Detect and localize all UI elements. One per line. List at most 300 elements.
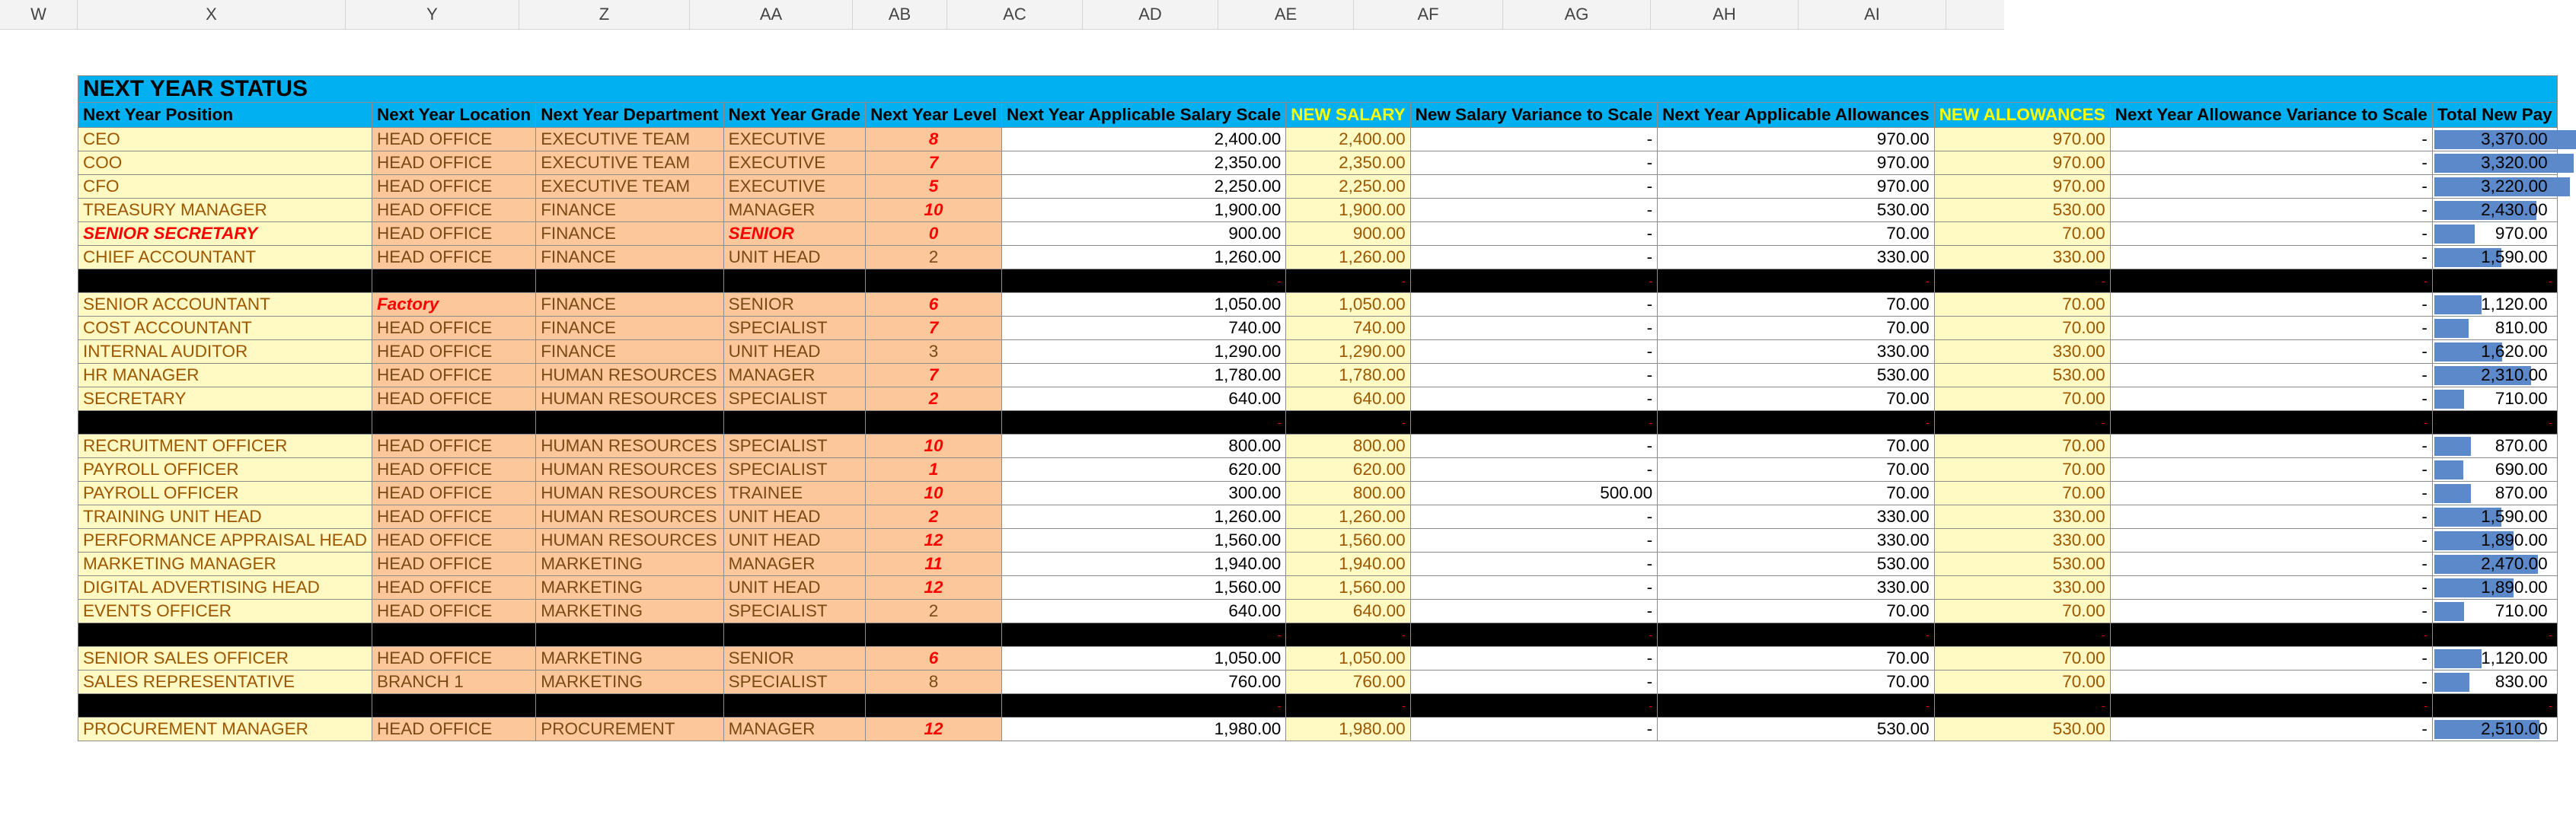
cell-total-pay[interactable]: [2432, 222, 2557, 246]
cell-department[interactable]: FINANCE: [536, 199, 723, 222]
cell-location[interactable]: HEAD OFFICE: [372, 576, 536, 600]
separator-cell[interactable]: [78, 269, 372, 293]
cell-total-pay[interactable]: [2432, 505, 2557, 529]
cell-new-allowances[interactable]: 330.00: [1934, 576, 2110, 600]
column-header-ah[interactable]: AH: [1651, 0, 1799, 29]
cell-position[interactable]: SALES REPRESENTATIVE: [78, 671, 372, 694]
cell-department[interactable]: EXECUTIVE TEAM: [536, 128, 723, 151]
cell-grade[interactable]: SENIOR: [723, 222, 865, 246]
cell-level[interactable]: 7: [866, 151, 1002, 175]
cell-new-allowances[interactable]: 70.00: [1934, 293, 2110, 317]
separator-cell[interactable]: [866, 411, 1002, 435]
cell-grade[interactable]: TRAINEE: [723, 482, 865, 505]
cell-grade[interactable]: UNIT HEAD: [723, 340, 865, 364]
separator-cell[interactable]: [536, 694, 723, 718]
cell-salary-variance[interactable]: -: [1410, 340, 1657, 364]
cell-position[interactable]: TREASURY MANAGER: [78, 199, 372, 222]
header-position[interactable]: Next Year Position: [78, 103, 372, 128]
column-header-x[interactable]: X: [78, 0, 346, 29]
cell-new-allowances[interactable]: 70.00: [1934, 222, 2110, 246]
separator-cell[interactable]: -: [1410, 411, 1657, 435]
cell-new-allowances[interactable]: 970.00: [1934, 151, 2110, 175]
cell-allowances[interactable]: 70.00: [1658, 482, 1935, 505]
cell-position[interactable]: SENIOR SALES OFFICER: [78, 647, 372, 671]
cell-new-salary[interactable]: 1,050.00: [1286, 647, 1410, 671]
cell-position[interactable]: CFO: [78, 175, 372, 199]
cell-new-salary[interactable]: 800.00: [1286, 482, 1410, 505]
cell-new-allowances[interactable]: 70.00: [1934, 458, 2110, 482]
cell-department[interactable]: FINANCE: [536, 222, 723, 246]
separator-cell[interactable]: -: [1658, 269, 1935, 293]
separator-cell[interactable]: -: [1286, 623, 1410, 647]
cell-level[interactable]: 10: [866, 482, 1002, 505]
cell-total-pay[interactable]: [2432, 458, 2557, 482]
cell-allowances[interactable]: 330.00: [1658, 505, 1935, 529]
cell-allowance-variance[interactable]: -: [2110, 529, 2432, 553]
cell-salary-variance[interactable]: -: [1410, 246, 1657, 269]
cell-allowance-variance[interactable]: -: [2110, 151, 2432, 175]
cell-allowance-variance[interactable]: -: [2110, 246, 2432, 269]
cell-grade[interactable]: UNIT HEAD: [723, 576, 865, 600]
cell-position[interactable]: COO: [78, 151, 372, 175]
cell-location[interactable]: HEAD OFFICE: [372, 387, 536, 411]
separator-cell[interactable]: -: [2432, 694, 2557, 718]
cell-level[interactable]: 12: [866, 576, 1002, 600]
cell-new-allowances[interactable]: 70.00: [1934, 482, 2110, 505]
cell-new-allowances[interactable]: 70.00: [1934, 671, 2110, 694]
cell-level[interactable]: 6: [866, 647, 1002, 671]
cell-position[interactable]: COST ACCOUNTANT: [78, 317, 372, 340]
cell-salary-scale[interactable]: 1,780.00: [1002, 364, 1286, 387]
cell-total-pay[interactable]: [2432, 647, 2557, 671]
cell-level[interactable]: 12: [866, 529, 1002, 553]
cell-salary-scale[interactable]: 1,560.00: [1002, 529, 1286, 553]
cell-location[interactable]: HEAD OFFICE: [372, 364, 536, 387]
column-header-ac[interactable]: AC: [947, 0, 1083, 29]
separator-cell[interactable]: [866, 623, 1002, 647]
cell-total-pay[interactable]: [2432, 553, 2557, 576]
cell-grade[interactable]: EXECUTIVE: [723, 128, 865, 151]
cell-total-pay[interactable]: [2432, 151, 2557, 175]
header-level[interactable]: Next Year Level: [866, 103, 1002, 128]
cell-position[interactable]: HR MANAGER: [78, 364, 372, 387]
cell-allowance-variance[interactable]: -: [2110, 199, 2432, 222]
cell-grade[interactable]: MANAGER: [723, 553, 865, 576]
cell-total-pay[interactable]: [2432, 199, 2557, 222]
cell-allowance-variance[interactable]: -: [2110, 435, 2432, 458]
cell-grade[interactable]: SPECIALIST: [723, 600, 865, 623]
cell-location[interactable]: HEAD OFFICE: [372, 128, 536, 151]
column-header-ab[interactable]: AB: [853, 0, 947, 29]
cell-level[interactable]: 2: [866, 246, 1002, 269]
cell-new-salary[interactable]: 1,780.00: [1286, 364, 1410, 387]
cell-salary-scale[interactable]: 1,260.00: [1002, 246, 1286, 269]
cell-new-allowances[interactable]: 970.00: [1934, 128, 2110, 151]
cell-position[interactable]: RECRUITMENT OFFICER: [78, 435, 372, 458]
cell-allowances[interactable]: 70.00: [1658, 317, 1935, 340]
cell-salary-variance[interactable]: -: [1410, 222, 1657, 246]
separator-cell[interactable]: [372, 411, 536, 435]
cell-salary-scale[interactable]: 1,050.00: [1002, 293, 1286, 317]
cell-new-allowances[interactable]: 70.00: [1934, 647, 2110, 671]
cell-location[interactable]: HEAD OFFICE: [372, 175, 536, 199]
separator-cell[interactable]: -: [1410, 623, 1657, 647]
cell-salary-variance[interactable]: -: [1410, 317, 1657, 340]
cell-salary-scale[interactable]: 2,350.00: [1002, 151, 1286, 175]
separator-cell[interactable]: -: [2110, 269, 2432, 293]
cell-allowance-variance[interactable]: -: [2110, 175, 2432, 199]
cell-new-salary[interactable]: 1,260.00: [1286, 505, 1410, 529]
header-salary-scale[interactable]: Next Year Applicable Salary Scale: [1002, 103, 1286, 128]
cell-salary-variance[interactable]: -: [1410, 458, 1657, 482]
separator-cell[interactable]: -: [2432, 623, 2557, 647]
cell-new-salary[interactable]: 1,980.00: [1286, 718, 1410, 741]
cell-location[interactable]: HEAD OFFICE: [372, 435, 536, 458]
cell-salary-scale[interactable]: 740.00: [1002, 317, 1286, 340]
header-grade[interactable]: Next Year Grade: [723, 103, 865, 128]
separator-cell[interactable]: -: [1286, 269, 1410, 293]
column-header-ae[interactable]: AE: [1218, 0, 1354, 29]
cell-allowances[interactable]: 530.00: [1658, 718, 1935, 741]
cell-total-pay[interactable]: [2432, 293, 2557, 317]
cell-new-allowances[interactable]: 530.00: [1934, 199, 2110, 222]
cell-new-allowances[interactable]: 70.00: [1934, 600, 2110, 623]
cell-allowance-variance[interactable]: -: [2110, 128, 2432, 151]
cell-salary-variance[interactable]: -: [1410, 128, 1657, 151]
cell-grade[interactable]: SPECIALIST: [723, 458, 865, 482]
cell-department[interactable]: FINANCE: [536, 317, 723, 340]
cell-new-salary[interactable]: 640.00: [1286, 387, 1410, 411]
header-new-allowances[interactable]: NEW ALLOWANCES: [1934, 103, 2110, 128]
cell-allowances[interactable]: 330.00: [1658, 529, 1935, 553]
cell-location[interactable]: HEAD OFFICE: [372, 553, 536, 576]
cell-new-salary[interactable]: 1,560.00: [1286, 576, 1410, 600]
cell-salary-variance[interactable]: -: [1410, 293, 1657, 317]
cell-total-pay[interactable]: [2432, 529, 2557, 553]
cell-new-salary[interactable]: 800.00: [1286, 435, 1410, 458]
separator-cell[interactable]: -: [1934, 694, 2110, 718]
cell-position[interactable]: INTERNAL AUDITOR: [78, 340, 372, 364]
cell-total-pay[interactable]: [2432, 128, 2557, 151]
separator-cell[interactable]: -: [1934, 623, 2110, 647]
header-salary-variance[interactable]: New Salary Variance to Scale: [1410, 103, 1657, 128]
cell-salary-scale[interactable]: 760.00: [1002, 671, 1286, 694]
cell-grade[interactable]: EXECUTIVE: [723, 151, 865, 175]
cell-salary-scale[interactable]: 2,250.00: [1002, 175, 1286, 199]
cell-new-salary[interactable]: 760.00: [1286, 671, 1410, 694]
cell-level[interactable]: 2: [866, 600, 1002, 623]
cell-salary-scale[interactable]: 1,900.00: [1002, 199, 1286, 222]
cell-allowances[interactable]: 70.00: [1658, 647, 1935, 671]
cell-level[interactable]: 8: [866, 128, 1002, 151]
separator-cell[interactable]: [372, 694, 536, 718]
cell-new-salary[interactable]: 1,260.00: [1286, 246, 1410, 269]
cell-position[interactable]: PAYROLL OFFICER: [78, 458, 372, 482]
cell-location[interactable]: HEAD OFFICE: [372, 317, 536, 340]
separator-cell[interactable]: -: [1410, 694, 1657, 718]
cell-total-pay[interactable]: [2432, 671, 2557, 694]
column-header-ag[interactable]: AG: [1503, 0, 1651, 29]
cell-new-salary[interactable]: 620.00: [1286, 458, 1410, 482]
cell-level[interactable]: 8: [866, 671, 1002, 694]
separator-cell[interactable]: [536, 411, 723, 435]
cell-salary-variance[interactable]: -: [1410, 553, 1657, 576]
cell-new-allowances[interactable]: 530.00: [1934, 364, 2110, 387]
cell-department[interactable]: HUMAN RESOURCES: [536, 364, 723, 387]
cell-allowances[interactable]: 970.00: [1658, 128, 1935, 151]
cell-grade[interactable]: SPECIALIST: [723, 317, 865, 340]
cell-allowances[interactable]: 70.00: [1658, 600, 1935, 623]
cell-new-salary[interactable]: 640.00: [1286, 600, 1410, 623]
cell-salary-scale[interactable]: 640.00: [1002, 387, 1286, 411]
cell-location[interactable]: HEAD OFFICE: [372, 340, 536, 364]
spreadsheet-grid[interactable]: [0, 30, 2552, 825]
cell-position[interactable]: PROCUREMENT MANAGER: [78, 718, 372, 741]
cell-salary-scale[interactable]: 640.00: [1002, 600, 1286, 623]
cell-total-pay[interactable]: [2432, 317, 2557, 340]
cell-total-pay[interactable]: [2432, 600, 2557, 623]
cell-total-pay[interactable]: [2432, 364, 2557, 387]
cell-location[interactable]: HEAD OFFICE: [372, 458, 536, 482]
cell-total-pay[interactable]: [2432, 718, 2557, 741]
cell-total-pay[interactable]: [2432, 387, 2557, 411]
cell-salary-variance[interactable]: -: [1410, 576, 1657, 600]
cell-department[interactable]: FINANCE: [536, 293, 723, 317]
separator-cell[interactable]: -: [1658, 411, 1935, 435]
cell-grade[interactable]: SENIOR: [723, 293, 865, 317]
separator-cell[interactable]: -: [1658, 623, 1935, 647]
cell-level[interactable]: 7: [866, 317, 1002, 340]
cell-grade[interactable]: MANAGER: [723, 364, 865, 387]
cell-allowance-variance[interactable]: -: [2110, 293, 2432, 317]
cell-location[interactable]: HEAD OFFICE: [372, 529, 536, 553]
cell-salary-variance[interactable]: -: [1410, 175, 1657, 199]
cell-level[interactable]: 2: [866, 387, 1002, 411]
cell-new-allowances[interactable]: 530.00: [1934, 718, 2110, 741]
cell-salary-variance[interactable]: -: [1410, 199, 1657, 222]
cell-level[interactable]: 10: [866, 199, 1002, 222]
separator-cell[interactable]: -: [2432, 269, 2557, 293]
cell-new-salary[interactable]: 740.00: [1286, 317, 1410, 340]
cell-salary-variance[interactable]: -: [1410, 435, 1657, 458]
cell-salary-variance[interactable]: -: [1410, 505, 1657, 529]
cell-allowances[interactable]: 530.00: [1658, 199, 1935, 222]
cell-new-salary[interactable]: 1,940.00: [1286, 553, 1410, 576]
cell-new-salary[interactable]: 2,250.00: [1286, 175, 1410, 199]
cell-allowances[interactable]: 530.00: [1658, 364, 1935, 387]
cell-new-allowances[interactable]: 530.00: [1934, 553, 2110, 576]
cell-salary-scale[interactable]: 1,290.00: [1002, 340, 1286, 364]
separator-cell[interactable]: [866, 269, 1002, 293]
cell-level[interactable]: 7: [866, 364, 1002, 387]
cell-level[interactable]: 5: [866, 175, 1002, 199]
cell-location[interactable]: HEAD OFFICE: [372, 718, 536, 741]
cell-department[interactable]: EXECUTIVE TEAM: [536, 151, 723, 175]
cell-salary-variance[interactable]: -: [1410, 529, 1657, 553]
header-location[interactable]: Next Year Location: [372, 103, 536, 128]
separator-cell[interactable]: -: [1934, 411, 2110, 435]
cell-new-salary[interactable]: 1,560.00: [1286, 529, 1410, 553]
cell-allowance-variance[interactable]: -: [2110, 340, 2432, 364]
cell-grade[interactable]: EXECUTIVE: [723, 175, 865, 199]
cell-grade[interactable]: UNIT HEAD: [723, 505, 865, 529]
cell-total-pay[interactable]: [2432, 246, 2557, 269]
cell-department[interactable]: MARKETING: [536, 671, 723, 694]
cell-allowances[interactable]: 970.00: [1658, 151, 1935, 175]
cell-grade[interactable]: SPECIALIST: [723, 435, 865, 458]
column-header-ai[interactable]: AI: [1799, 0, 1946, 29]
column-header-ad[interactable]: AD: [1083, 0, 1218, 29]
cell-total-pay[interactable]: [2432, 435, 2557, 458]
separator-cell[interactable]: -: [1286, 411, 1410, 435]
table-title[interactable]: NEXT YEAR STATUS: [78, 76, 2558, 103]
cell-salary-scale[interactable]: 300.00: [1002, 482, 1286, 505]
cell-total-pay[interactable]: [2432, 482, 2557, 505]
cell-department[interactable]: MARKETING: [536, 600, 723, 623]
cell-department[interactable]: HUMAN RESOURCES: [536, 387, 723, 411]
cell-salary-variance[interactable]: 500.00: [1410, 482, 1657, 505]
separator-cell[interactable]: [78, 411, 372, 435]
cell-allowance-variance[interactable]: -: [2110, 364, 2432, 387]
cell-grade[interactable]: UNIT HEAD: [723, 529, 865, 553]
cell-salary-scale[interactable]: 1,560.00: [1002, 576, 1286, 600]
cell-total-pay[interactable]: [2432, 576, 2557, 600]
cell-salary-variance[interactable]: -: [1410, 387, 1657, 411]
cell-salary-variance[interactable]: -: [1410, 151, 1657, 175]
cell-department[interactable]: FINANCE: [536, 340, 723, 364]
column-header-w[interactable]: W: [0, 0, 78, 29]
column-header-y[interactable]: Y: [346, 0, 519, 29]
cell-salary-scale[interactable]: 1,980.00: [1002, 718, 1286, 741]
cell-allowances[interactable]: 70.00: [1658, 293, 1935, 317]
separator-cell[interactable]: -: [2110, 411, 2432, 435]
separator-cell[interactable]: -: [2432, 411, 2557, 435]
separator-cell[interactable]: [78, 694, 372, 718]
cell-department[interactable]: MARKETING: [536, 647, 723, 671]
cell-salary-variance[interactable]: -: [1410, 600, 1657, 623]
cell-allowance-variance[interactable]: -: [2110, 553, 2432, 576]
cell-allowances[interactable]: 530.00: [1658, 553, 1935, 576]
cell-salary-scale[interactable]: 800.00: [1002, 435, 1286, 458]
column-header-af[interactable]: AF: [1354, 0, 1503, 29]
cell-level[interactable]: 12: [866, 718, 1002, 741]
separator-cell[interactable]: -: [1286, 694, 1410, 718]
cell-level[interactable]: 11: [866, 553, 1002, 576]
cell-level[interactable]: 3: [866, 340, 1002, 364]
cell-allowance-variance[interactable]: -: [2110, 576, 2432, 600]
separator-cell[interactable]: -: [1934, 269, 2110, 293]
cell-location[interactable]: HEAD OFFICE: [372, 600, 536, 623]
column-header-aa[interactable]: AA: [690, 0, 853, 29]
cell-department[interactable]: HUMAN RESOURCES: [536, 529, 723, 553]
cell-location[interactable]: HEAD OFFICE: [372, 222, 536, 246]
cell-location[interactable]: BRANCH 1: [372, 671, 536, 694]
cell-allowances[interactable]: 330.00: [1658, 340, 1935, 364]
cell-new-allowances[interactable]: 330.00: [1934, 246, 2110, 269]
cell-salary-scale[interactable]: 2,400.00: [1002, 128, 1286, 151]
cell-salary-scale[interactable]: 900.00: [1002, 222, 1286, 246]
cell-level[interactable]: 10: [866, 435, 1002, 458]
cell-grade[interactable]: SPECIALIST: [723, 671, 865, 694]
cell-new-allowances[interactable]: 70.00: [1934, 435, 2110, 458]
cell-department[interactable]: HUMAN RESOURCES: [536, 482, 723, 505]
cell-grade[interactable]: MANAGER: [723, 199, 865, 222]
cell-allowance-variance[interactable]: -: [2110, 458, 2432, 482]
cell-grade[interactable]: SENIOR: [723, 647, 865, 671]
cell-allowance-variance[interactable]: -: [2110, 222, 2432, 246]
cell-salary-variance[interactable]: -: [1410, 718, 1657, 741]
separator-cell[interactable]: [78, 623, 372, 647]
separator-cell[interactable]: [372, 269, 536, 293]
header-allowance-variance[interactable]: Next Year Allowance Variance to Scale: [2110, 103, 2432, 128]
cell-salary-scale[interactable]: 1,260.00: [1002, 505, 1286, 529]
cell-allowances[interactable]: 70.00: [1658, 435, 1935, 458]
cell-new-allowances[interactable]: 70.00: [1934, 317, 2110, 340]
cell-department[interactable]: HUMAN RESOURCES: [536, 435, 723, 458]
separator-cell[interactable]: -: [1002, 269, 1286, 293]
cell-position[interactable]: SECRETARY: [78, 387, 372, 411]
cell-position[interactable]: PAYROLL OFFICER: [78, 482, 372, 505]
separator-cell[interactable]: -: [1658, 694, 1935, 718]
cell-allowances[interactable]: 330.00: [1658, 246, 1935, 269]
header-department[interactable]: Next Year Department: [536, 103, 723, 128]
separator-cell[interactable]: [536, 269, 723, 293]
cell-position[interactable]: MARKETING MANAGER: [78, 553, 372, 576]
cell-new-allowances[interactable]: 70.00: [1934, 387, 2110, 411]
cell-allowances[interactable]: 330.00: [1658, 576, 1935, 600]
cell-position[interactable]: PERFORMANCE APPRAISAL HEAD: [78, 529, 372, 553]
cell-new-allowances[interactable]: 330.00: [1934, 529, 2110, 553]
separator-cell[interactable]: -: [2110, 623, 2432, 647]
cell-allowance-variance[interactable]: -: [2110, 718, 2432, 741]
cell-position[interactable]: DIGITAL ADVERTISING HEAD: [78, 576, 372, 600]
cell-allowances[interactable]: 70.00: [1658, 671, 1935, 694]
cell-location[interactable]: HEAD OFFICE: [372, 647, 536, 671]
cell-new-allowances[interactable]: 970.00: [1934, 175, 2110, 199]
cell-department[interactable]: EXECUTIVE TEAM: [536, 175, 723, 199]
separator-cell[interactable]: -: [1410, 269, 1657, 293]
cell-location[interactable]: HEAD OFFICE: [372, 505, 536, 529]
cell-allowance-variance[interactable]: -: [2110, 317, 2432, 340]
cell-allowances[interactable]: 70.00: [1658, 222, 1935, 246]
separator-cell[interactable]: [372, 623, 536, 647]
cell-allowance-variance[interactable]: -: [2110, 482, 2432, 505]
cell-total-pay[interactable]: [2432, 175, 2557, 199]
cell-position[interactable]: CEO: [78, 128, 372, 151]
cell-position[interactable]: CHIEF ACCOUNTANT: [78, 246, 372, 269]
separator-cell[interactable]: [723, 694, 865, 718]
separator-cell[interactable]: -: [1002, 411, 1286, 435]
cell-salary-scale[interactable]: 620.00: [1002, 458, 1286, 482]
cell-new-salary[interactable]: 900.00: [1286, 222, 1410, 246]
separator-cell[interactable]: -: [1002, 694, 1286, 718]
cell-allowance-variance[interactable]: -: [2110, 505, 2432, 529]
cell-salary-variance[interactable]: -: [1410, 671, 1657, 694]
cell-salary-scale[interactable]: 1,050.00: [1002, 647, 1286, 671]
column-header-z[interactable]: Z: [519, 0, 690, 29]
cell-location[interactable]: HEAD OFFICE: [372, 246, 536, 269]
cell-grade[interactable]: UNIT HEAD: [723, 246, 865, 269]
cell-new-salary[interactable]: 1,900.00: [1286, 199, 1410, 222]
separator-cell[interactable]: [723, 269, 865, 293]
cell-department[interactable]: FINANCE: [536, 246, 723, 269]
cell-level[interactable]: 2: [866, 505, 1002, 529]
cell-grade[interactable]: MANAGER: [723, 718, 865, 741]
cell-grade[interactable]: SPECIALIST: [723, 387, 865, 411]
cell-allowances[interactable]: 70.00: [1658, 387, 1935, 411]
cell-allowances[interactable]: 970.00: [1658, 175, 1935, 199]
cell-new-salary[interactable]: 1,290.00: [1286, 340, 1410, 364]
